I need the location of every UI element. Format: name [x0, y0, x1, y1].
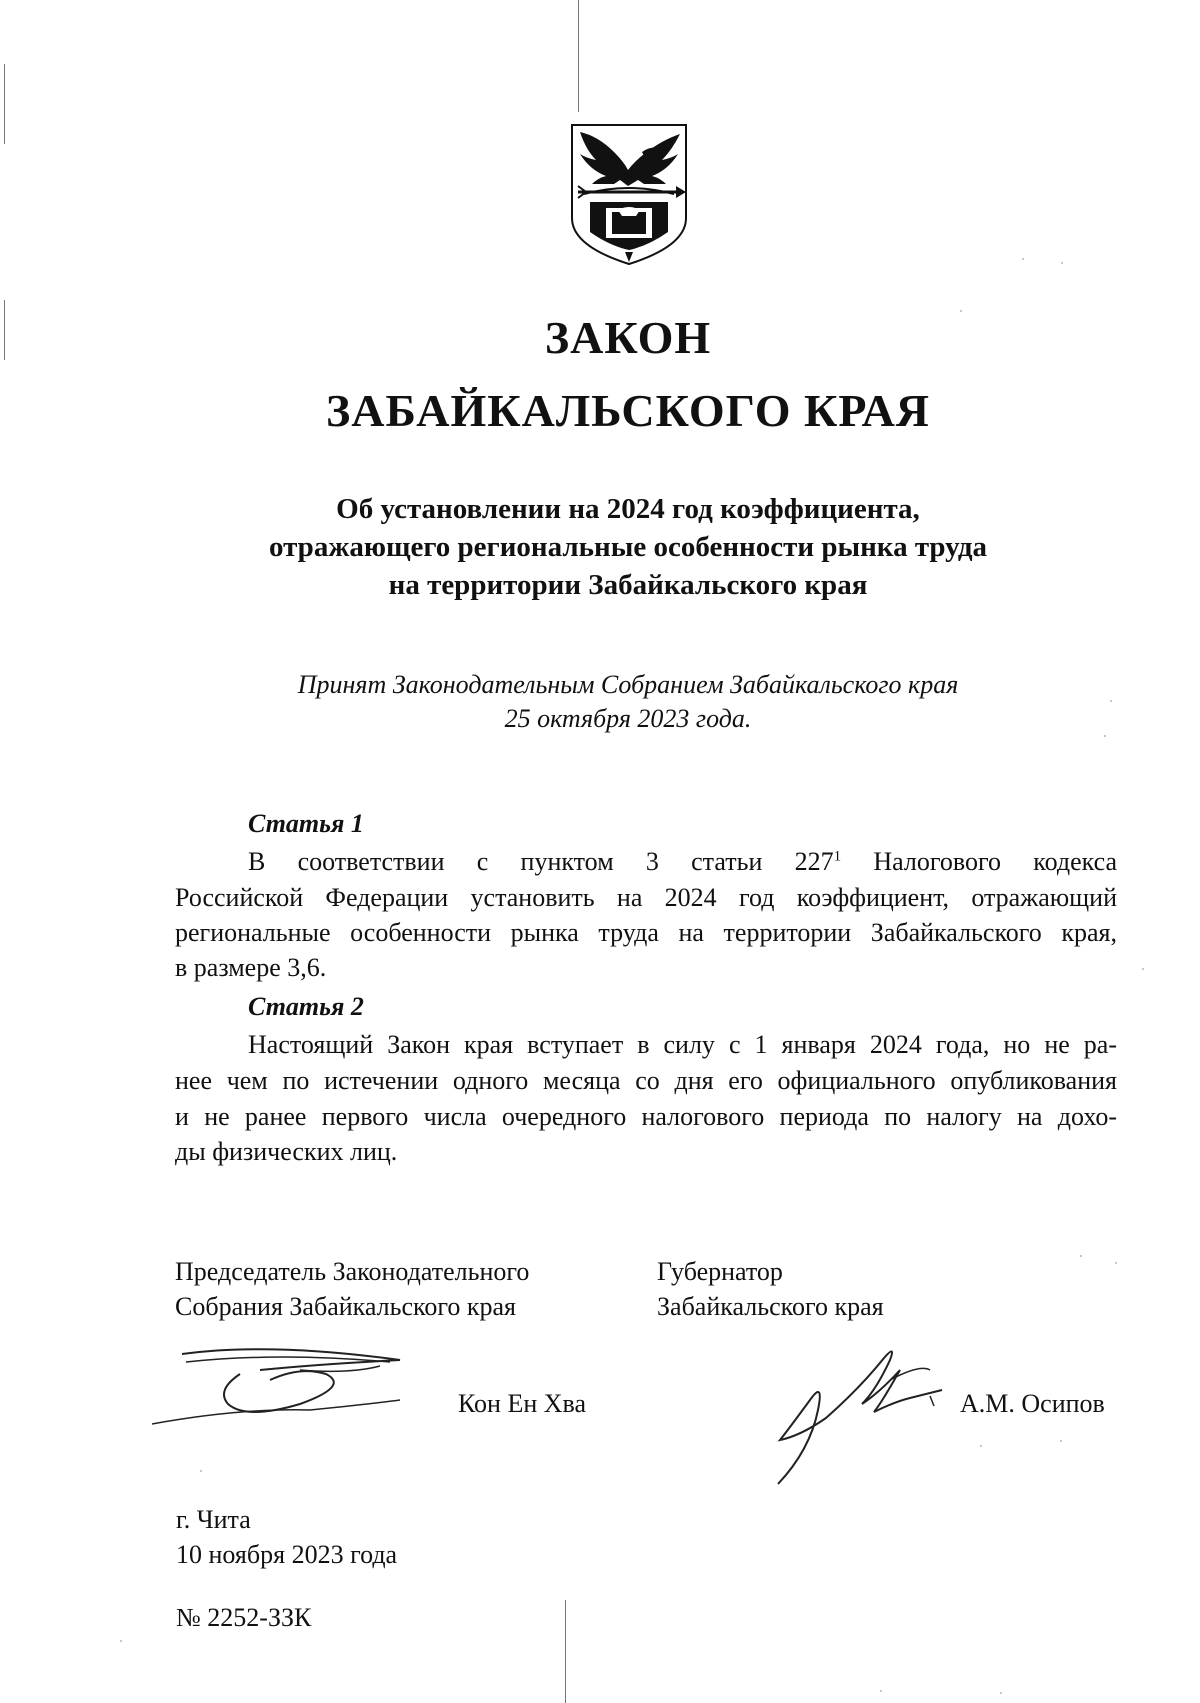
governor-name: А.М. Осипов	[960, 1389, 1105, 1418]
scan-speck	[1022, 258, 1024, 260]
scan-speck	[1061, 262, 1063, 264]
article-1-text-line: региональные особенности рынка труда на территории Забайкальского края,	[175, 918, 1117, 947]
article-2-text-line: Настоящий Закон края вступает в силу с 1 января 2024 года, но не ра-	[248, 1030, 1117, 1059]
chair-name: Кон Ен Хва	[458, 1389, 587, 1418]
scan-speck	[880, 1690, 882, 1692]
chair-title-line2: Собрания Забайкальского края	[175, 1292, 516, 1321]
scan-speck	[1060, 1440, 1062, 1442]
article-2-text-line: нее чем по истечении одного месяца со дня его официального опубликования	[175, 1066, 1117, 1095]
article-1-heading: Статья 1	[248, 809, 364, 838]
article-1-text-line: Российской Федерации установить на 2024 год коэффициент, отражающий	[175, 883, 1117, 912]
governor-title-line2: Забайкальского края	[657, 1292, 884, 1321]
article-1-text-line: в размере 3,6.	[175, 953, 327, 982]
law-number: № 2252-ЗЗК	[176, 1603, 312, 1632]
law-title-line2: ЗАБАЙКАЛЬСКОГО КРАЯ	[325, 385, 931, 436]
scan-speck	[1000, 1692, 1002, 1694]
law-title-line1: ЗАКОН	[544, 312, 712, 363]
scan-line	[578, 0, 579, 112]
subtitle-line: Об установлении на 2024 год коэффициента,	[336, 493, 920, 525]
subtitle-line: на территории Забайкальского края	[388, 569, 868, 601]
signing-city: г. Чита	[176, 1505, 251, 1534]
signing-date: 10 ноября 2023 года	[176, 1540, 398, 1569]
superscript-marker: 1	[833, 848, 842, 865]
scan-speck	[200, 1470, 202, 1472]
chair-title-line1: Председатель Законодательного	[175, 1257, 530, 1286]
subtitle-line: отражающего региональные особенности рынка труда	[268, 531, 988, 563]
article-2-text-line: ды физических лиц.	[175, 1137, 398, 1166]
article-1-line1-start: В соответствии с пунктом 3 статьи 227	[248, 847, 834, 876]
scan-line	[565, 1600, 566, 1703]
scan-speck	[1115, 1262, 1117, 1264]
article-1-text-line	[248, 845, 1117, 878]
scan-speck	[1142, 968, 1144, 970]
chair-signature	[150, 1330, 410, 1430]
scan-line	[4, 300, 5, 360]
governor-signature	[770, 1340, 945, 1490]
scan-speck	[1080, 1255, 1082, 1257]
scan-line	[4, 64, 5, 144]
coat-of-arms-icon	[568, 122, 690, 266]
governor-title-line1: Губернатор	[657, 1257, 783, 1286]
adoption-date: 25 октября 2023 года.	[504, 704, 752, 733]
scan-speck	[980, 1445, 982, 1447]
scan-speck	[120, 1640, 122, 1642]
article-1-line1-end: Налогового кодекса	[841, 847, 1117, 876]
article-2-heading: Статья 2	[248, 992, 364, 1021]
article-2-text-line: и не ранее первого числа очередного налогового периода по налогу на дохо-	[175, 1102, 1117, 1131]
adoption-note: Принят Законодательным Собранием Забайкальского края	[297, 670, 959, 699]
